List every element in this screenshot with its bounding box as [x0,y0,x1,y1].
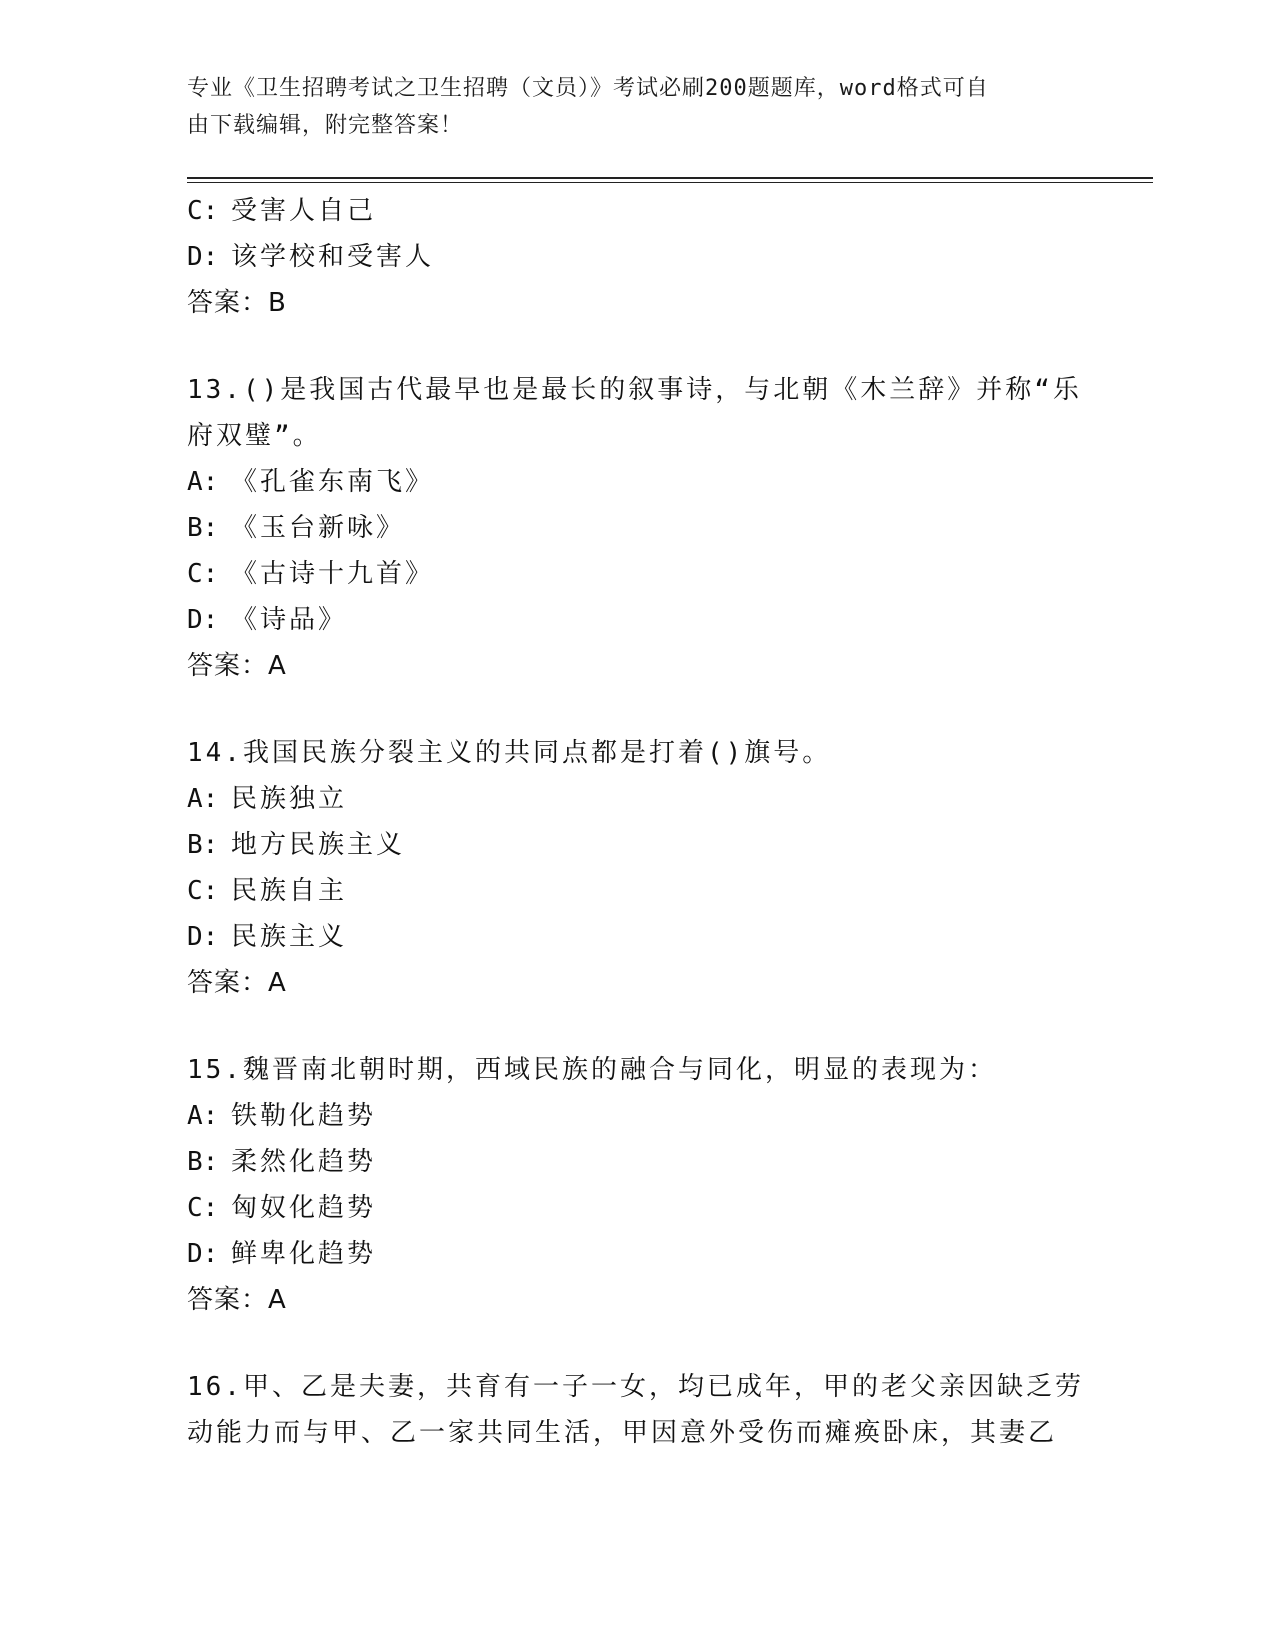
option-label: A: [187,1101,219,1131]
option-c [187,188,1087,234]
option-text: 匈奴化趋势 [231,1193,377,1223]
option-b [187,505,1087,551]
option-text: 鲜卑化趋势 [231,1239,377,1269]
option-text: 民族独立 [231,784,348,814]
question-stem-continued: 府双璧”。 [187,421,322,451]
option-a [187,776,1087,822]
answer-line: 答案：A [187,968,287,998]
option-c [187,551,1087,597]
option-d [187,1231,1087,1277]
option-c [187,1185,1087,1231]
question-12-continuation [187,188,1087,326]
option-text: 受害人自己 [231,196,377,226]
option-text: 《古诗十九首》 [231,559,435,589]
option-text: 《孔雀东南飞》 [231,467,435,497]
answer-line: 答案：A [187,651,287,681]
question-stem: 15.魏晋南北朝时期，西域民族的融合与同化，明显的表现为： [187,1055,997,1085]
option-a [187,459,1087,505]
question-14 [187,730,1087,1006]
header-line-1: 专业《卫生招聘考试之卫生招聘（文员）》考试必刷200题题库，word格式可自 [187,76,989,101]
question-stem: 14.我国民族分裂主义的共同点都是打着()旗号。 [187,738,832,768]
option-label: B: [187,830,219,860]
question-stem-continued: 动能力而与甲、乙一家共同生活，甲因意外受伤而瘫痪卧床，其妻乙 [187,1418,1058,1448]
option-text: 铁勒化趋势 [231,1101,377,1131]
option-label: C: [187,559,219,589]
option-c [187,868,1087,914]
answer-line: 答案：B [187,288,287,318]
question-16 [187,1364,1087,1456]
option-text: 地方民族主义 [231,830,406,860]
option-text: 柔然化趋势 [231,1147,377,1177]
option-d [187,914,1087,960]
option-a [187,1093,1087,1139]
option-label: B: [187,513,219,543]
option-label: D: [187,605,219,635]
option-label: D: [187,922,219,952]
option-label: B: [187,1147,219,1177]
question-content [187,188,1087,1456]
option-label: D: [187,1239,219,1269]
option-b [187,822,1087,868]
option-d [187,234,1087,280]
option-text: 民族主义 [231,922,348,952]
header-divider-thick [187,177,1153,179]
question-15 [187,1047,1087,1323]
option-text: 《诗品》 [231,605,348,635]
option-text: 《玉台新咏》 [231,513,406,543]
option-b [187,1139,1087,1185]
header-divider-thin [187,182,1153,183]
question-stem: 13.()是我国古代最早也是最长的叙事诗，与北朝《木兰辞》并称“乐 [187,375,1082,405]
option-d [187,597,1087,643]
option-label: C: [187,1193,219,1223]
answer-line: 答案：A [187,1285,287,1315]
option-label: D: [187,242,219,272]
option-label: C: [187,876,219,906]
option-label: A: [187,467,219,497]
option-text: 民族自主 [231,876,348,906]
option-label: C: [187,196,219,226]
header-line-2: 由下载编辑，附完整答案！ [187,113,464,138]
option-label: A: [187,784,219,814]
question-13 [187,367,1087,689]
question-stem: 16.甲、乙是夫妻，共育有一子一女，均已成年，甲的老父亲因缺乏劳 [187,1372,1084,1402]
option-text: 该学校和受害人 [231,242,435,272]
page-header [187,70,1067,144]
